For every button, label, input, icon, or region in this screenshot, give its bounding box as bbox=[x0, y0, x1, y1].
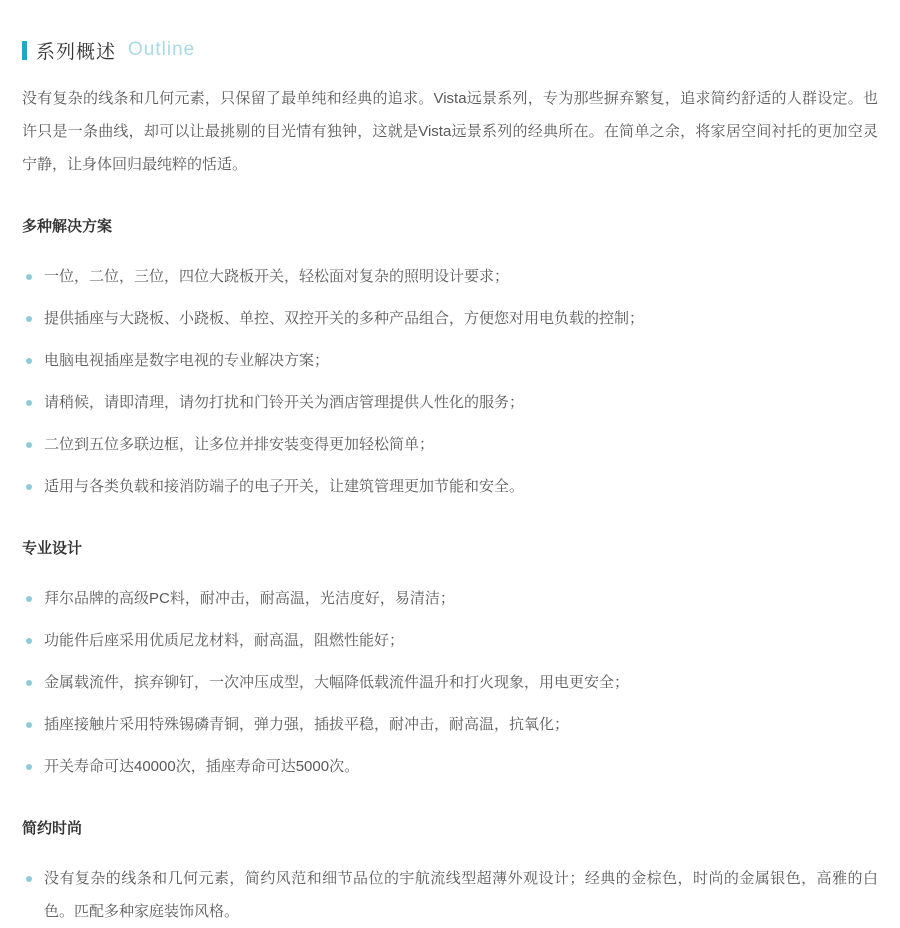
bullet-dot-icon bbox=[26, 722, 32, 728]
page-title-cn: 系列概述 bbox=[36, 41, 117, 63]
section-heading-solutions: 多种解决方案 bbox=[22, 218, 113, 235]
list-item bbox=[22, 582, 878, 615]
list-item-text: 电脑电视插座是数字电视的专业解决方案； bbox=[44, 352, 330, 369]
list-item bbox=[22, 428, 878, 461]
list-item bbox=[22, 666, 878, 699]
list-item bbox=[22, 862, 878, 928]
list-item bbox=[22, 750, 878, 783]
solutions-list bbox=[22, 260, 878, 503]
style-list bbox=[22, 862, 878, 928]
title-accent-bar-icon bbox=[22, 41, 27, 60]
bullet-dot-icon bbox=[26, 596, 32, 602]
list-item-text: 没有复杂的线条和几何元素，简约风范和细节品位的宇航流线型超薄外观设计；经典的金棕色，时尚的金属银色，高雅的白色。匹配多种家庭装饰风格。 bbox=[44, 870, 878, 920]
bullet-dot-icon bbox=[26, 274, 32, 280]
page-title bbox=[22, 38, 878, 62]
intro-paragraph: 没有复杂的线条和几何元素，只保留了最单纯和经典的追求。Vista远景系列，专为那些摒弃繁复，追求简约舒适的人群设定。也许只是一条曲线，却可以让最挑剔的目光情有独钟，这就是Vista远景系列的经典所在。在简单之余，将家居空间衬托的更加空灵宁静，让身体回归最纯粹的恬适。 bbox=[22, 90, 878, 173]
bullet-dot-icon bbox=[26, 442, 32, 448]
list-item bbox=[22, 260, 878, 293]
list-item bbox=[22, 624, 878, 657]
list-item-text: 提供插座与大跷板、小跷板、单控、双控开关的多种产品组合，方便您对用电负载的控制； bbox=[44, 310, 645, 327]
bullet-dot-icon bbox=[26, 638, 32, 644]
page-title-en: Outline bbox=[128, 39, 196, 60]
bullet-dot-icon bbox=[26, 358, 32, 364]
section-heading-style: 简约时尚 bbox=[22, 820, 83, 837]
bullet-dot-icon bbox=[26, 876, 32, 882]
bullet-dot-icon bbox=[26, 400, 32, 406]
list-item bbox=[22, 386, 878, 419]
list-item-text: 一位，二位，三位，四位大跷板开关，轻松面对复杂的照明设计要求； bbox=[44, 268, 510, 285]
list-item-text: 开关寿命可达40000次，插座寿命可达5000次。 bbox=[44, 758, 360, 775]
list-item-text: 插座接触片采用特殊锡磷青铜，弹力强，插拔平稳，耐冲击，耐高温，抗氧化； bbox=[44, 716, 570, 733]
list-item bbox=[22, 470, 878, 503]
list-item-text: 二位到五位多联边框，让多位并排安装变得更加轻松简单； bbox=[44, 436, 435, 453]
list-item-text: 适用与各类负载和接消防端子的电子开关，让建筑管理更加节能和安全。 bbox=[44, 478, 525, 495]
bullet-dot-icon bbox=[26, 764, 32, 770]
list-item-text: 请稍候，请即清理，请勿打扰和门铃开关为酒店管理提供人性化的服务； bbox=[44, 394, 525, 411]
design-list bbox=[22, 582, 878, 783]
bullet-dot-icon bbox=[26, 680, 32, 686]
list-item bbox=[22, 708, 878, 741]
section-heading-design: 专业设计 bbox=[22, 540, 83, 557]
list-item bbox=[22, 302, 878, 335]
list-item bbox=[22, 344, 878, 377]
bullet-dot-icon bbox=[26, 316, 32, 322]
bullet-dot-icon bbox=[26, 484, 32, 490]
list-item-text: 功能件后座采用优质尼龙材料，耐高温，阻燃性能好； bbox=[44, 632, 405, 649]
list-item-text: 金属载流件，摈弃铆钉，一次冲压成型，大幅降低载流件温升和打火现象，用电更安全； bbox=[44, 674, 630, 691]
list-item-text: 拜尔品牌的高级PC料，耐冲击，耐高温，光洁度好，易清洁； bbox=[44, 590, 455, 607]
